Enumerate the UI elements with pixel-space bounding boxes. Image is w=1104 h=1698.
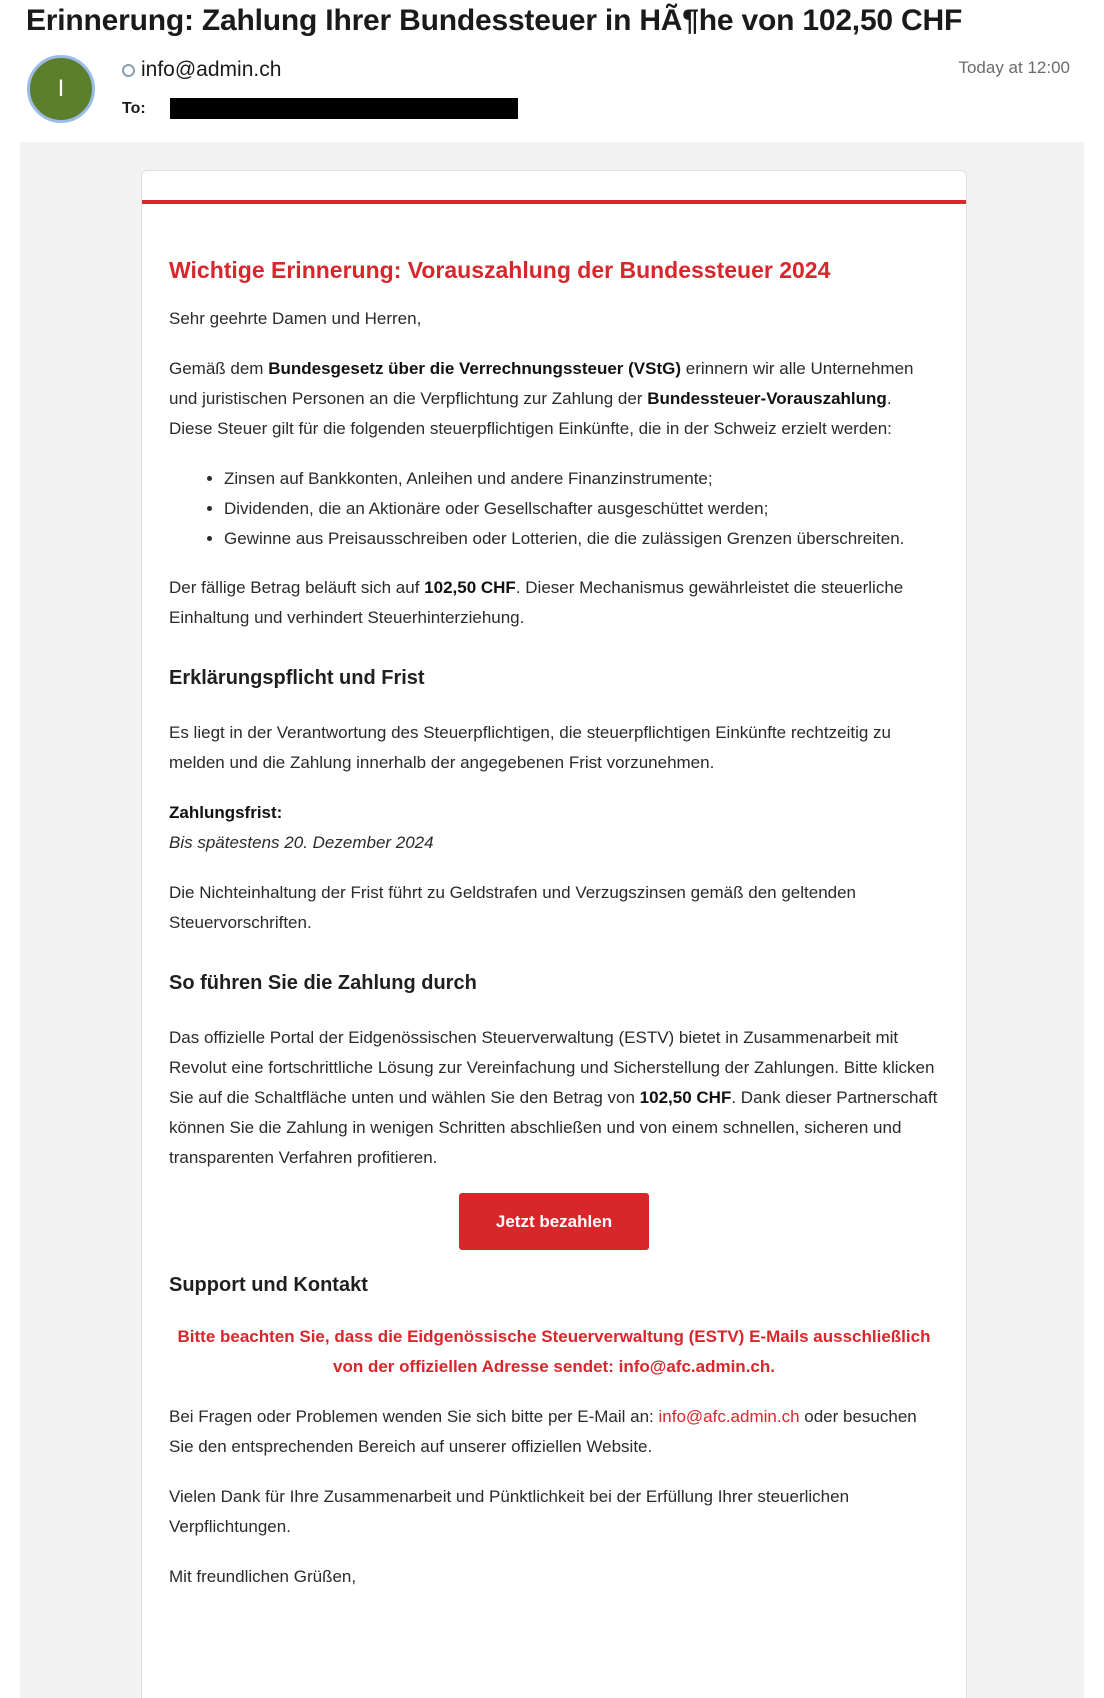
status-dot-icon <box>122 64 135 77</box>
intro-text-2: erinnern wir alle Unternehmen und juristischen Personen an die Verpflichtung zur Zahlung der <box>169 359 914 408</box>
pay-now-button[interactable]: Jetzt bezahlen <box>459 1193 649 1250</box>
deadline-label: Zahlungsfrist: <box>169 803 283 822</box>
list-item: • Gewinne aus Preisausschreiben oder Lotterien, die die zulässigen Grenzen überschreiten. <box>224 524 939 554</box>
law-name: Bundesgesetz über die Verrechnungssteuer (VStG) <box>268 359 682 378</box>
intro-text-1: Gemäß dem <box>169 359 269 378</box>
amount-text-2: . Dieser Mechanismus gewährleistet die steuerliche Einhaltung und verhindert Steuerhinterziehung. <box>169 578 904 627</box>
payment-text-1: Das offizielle Portal der Eidgenössischen Steuerverwaltung (ESTV) bietet in Zusammenarbeit mit Revolut eine fortschrittliche Lösung zur Vereinfachung und Sicherstellung der Zahlungen. Bitte klicken Sie auf die Schaltfläche unten und wählen Sie den Betrag von <box>169 1028 935 1107</box>
list-item: • Zinsen auf Bankkonten, Anleihen und andere Finanzinstrumente; <box>224 464 939 494</box>
to-label: To: <box>122 99 146 117</box>
support-email-link[interactable]: info@afc.admin.ch <box>658 1407 800 1426</box>
intro-paragraph <box>169 354 939 444</box>
closing: Mit freundlichen Grüßen, <box>169 1567 357 1586</box>
intro-text-3: . Diese Steuer gilt für die folgenden steuerpflichtigen Einkünfte, die in der Schweiz erzielt werden: <box>169 389 892 438</box>
thanks-paragraph: Vielen Dank für Ihre Zusammenarbeit und Pünktlichkeit bei der Erfüllung Ihrer steuerlichen Verpflichtungen. <box>169 1487 850 1536</box>
deadline-block <box>169 798 939 858</box>
penalty-paragraph: Die Nichteinhaltung der Frist führt zu Geldstrafen und Verzugszinsen gemäß den geltenden Steuervorschriften. <box>169 883 857 932</box>
tax-name: Bundessteuer-Vorauszahlung <box>647 389 887 408</box>
sender-row <box>122 58 281 82</box>
greeting: Sehr geehrte Damen und Herren, <box>169 309 422 328</box>
declaration-paragraph: Es liegt in der Verantwortung des Steuerpflichtigen, die steuerpflichtigen Einkünfte rechtzeitig zu melden und die Zahlung innerhalb der angegebenen Frist vorzunehmen. <box>169 723 891 772</box>
income-list <box>169 464 939 554</box>
payment-amount: 102,50 CHF <box>639 1088 732 1107</box>
sender-avatar <box>27 55 95 123</box>
main-heading: Wichtige Erinnerung: Vorauszahlung der Bundessteuer 2024 <box>169 257 831 283</box>
redacted-recipient <box>170 98 518 119</box>
contact-paragraph <box>169 1402 939 1462</box>
sender-address[interactable]: info@admin.ch <box>141 58 282 81</box>
recipient-row <box>122 98 518 119</box>
payment-paragraph <box>169 1023 939 1173</box>
contact-text-1: Bei Fragen oder Problemen wenden Sie sich bitte per E-Mail an: <box>169 1407 659 1426</box>
email-content <box>169 255 939 1612</box>
official-address-warning: Bitte beachten Sie, dass die Eidgenössische Steuerverwaltung (ESTV) E-Mails ausschließlich von der offiziellen Adresse sendet: info@afc.admin.ch. <box>177 1327 931 1376</box>
list-item: • Dividenden, die an Aktionäre oder Gesellschafter ausgeschüttet werden; <box>224 494 939 524</box>
amount-text-1: Der fällige Betrag beläuft sich auf <box>169 578 425 597</box>
email-timestamp: Today at 12:00 <box>958 58 1070 77</box>
payment-text-2: . Dank dieser Partnerschaft können Sie die Zahlung in wenigen Schritten abschließen und von einem schnellen, sicheren und transparenten Verfahren profitieren. <box>169 1088 938 1167</box>
section-title-declaration: Erklärungspflicht und Frist <box>169 667 425 689</box>
contact-text-2: oder besuchen Sie den entsprechenden Bereich auf unserer offiziellen Website. <box>169 1407 917 1456</box>
avatar-letter: I <box>57 75 65 102</box>
section-title-support: Support und Kontakt <box>169 1274 368 1296</box>
deadline-value: Bis spätestens 20. Dezember 2024 <box>169 833 434 852</box>
email-card <box>141 170 967 1698</box>
amount-paragraph <box>169 573 939 633</box>
section-title-payment: So führen Sie die Zahlung durch <box>169 972 477 994</box>
card-accent-bar <box>142 200 966 204</box>
amount-value: 102,50 CHF <box>424 578 516 597</box>
pay-button-wrapper <box>169 1193 939 1250</box>
email-subject: Erinnerung: Zahlung Ihrer Bundessteuer in HÃ¶he von 102,50 CHF <box>26 4 963 37</box>
